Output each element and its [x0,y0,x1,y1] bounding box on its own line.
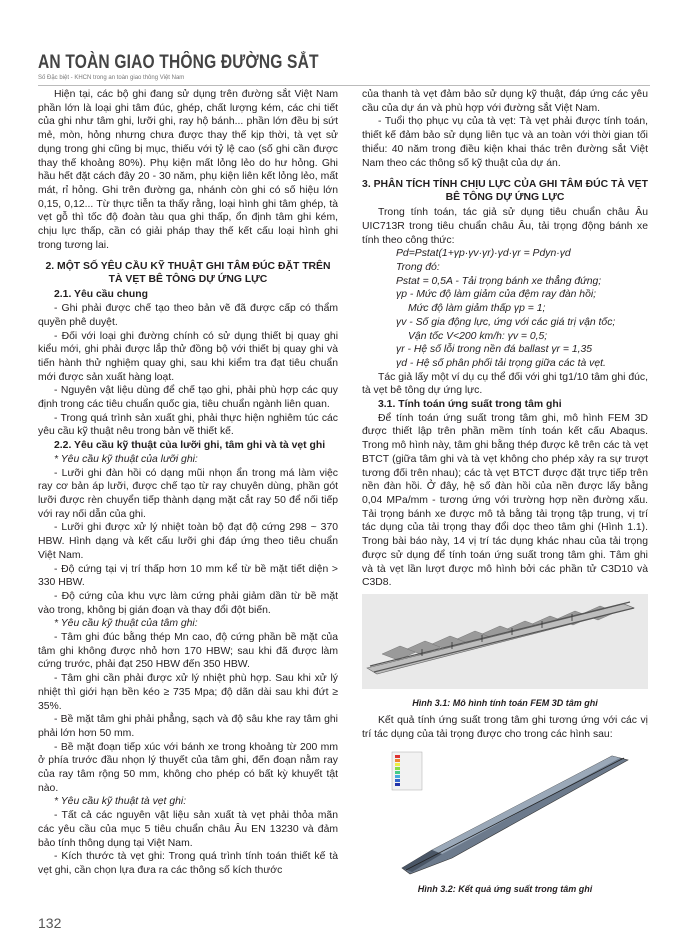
requirement-heading: * Yêu cầu kỹ thuật của tâm ghi: [54,618,198,630]
figure-caption: Hình 3.1: Mô hình tính toán FEM 3D tâm ghi [412,697,598,708]
formula-term: γr - Hệ số lỗi trong nền đá ballast γr = 1,35 [396,344,593,356]
paragraph: - Bề mặt tâm ghi phải phẳng, sạch và độ sâu khe ray tâm ghi phải lớn hơn 50 mm. [38,714,338,739]
paragraph: - Lưỡi ghi đàn hồi có dạng mũi nhọn ẩn trong má làm việc ray cơ bản áp lưỡi, được chế tạo từ ray chuyên dùng, phần gót lưỡi được rèn chuyển tiếp thành dạng mặt cắt ray 50 để nối tiếp với ray nối dẫn của ghi. [38,467,338,520]
paragraph: Hiện tại, các bộ ghi đang sử dụng trên đường sắt Việt Nam phần lớn là loại ghi tâm đúc, ghép, chất lượng kém, các chi tiết của ghi như tâm ghi, lưỡi ghi, ray hộ bánh... phần lớn đều bị sứt mẻ, mòn, hỏng nhưng chưa được thay thế kịp thời, tà vẹt sử dụng trong ghi cũng bị mục, thiếu với tỷ lệ cao (số ghi cần được thay thế khoảng 80%). Phụ kiện mất lỏng lẻo do hư hỏng. Ghi hầu hết đặt cách đây 20 - 30 năm, phụ kiện liên kết lỏng lẻo, mất mát, rỉ hỏng. Ghi trên đường ga, nhánh còn ghi có số hiệu lớn 0,15, 0,12... Từ thực tiễn ta thấy rằng, loại hình ghi tâm ghép, tà vẹt gỗ thì tốc độ đoàn tàu qua ghi thấp, ổn định tâm ghi kém, chịu lực thấp, cần có giải pháp thay thế kết cấu loại hình ghi trong tương lai. [38,89,338,251]
formula-term: γd - Hệ số phân phối tải trọng giữa các tà vẹt. [396,357,606,369]
formula: Pd=Pstat(1+γp·γv·γr)·γd·γr = Pdyn·γd [396,248,571,260]
journal-title: AN TOÀN GIAO THÔNG ĐƯỜNG SẮT [38,52,319,73]
formula-term: Pstat = 0,5A - Tải trọng bánh xe thẳng đứng; [396,275,602,287]
paragraph: Để tính toán ứng suất trong tâm ghi, mô hình FEM 3D được thiết lập trên phần mềm tính toán kết cấu Abaqus. Trong mô hình này, tâm ghi bằng thép được kê trên các tà vẹt BTCT (giữa tâm ghi và tà vẹt không cho phép xảy ra sự trượt tương đối trên nhau); các tà vẹt BTCT được đặt trực tiếp trên nền đàn hồi. Ở đây, hệ số đàn hồi của nền được lấy bằng 0,04 MPa/mm - tương ứng với trường hợp nền đường xấu. Tải trọng bánh xe được mô tả bằng tải trọng tập trung, vị trí tác dụng của tải trọng thay đổi dọc theo tâm ghi (Hình 1.1). Trong bài báo này, 14 vị trí tác dụng khác nhau của tải trọng được sử dụng để tính toán ứng suất trong tâm ghi. Tâm ghi và tà vẹt lần lượt được mô hình bởi các phần tử C3D10 và C3D8. [362,412,648,589]
stress-result-image [362,746,648,876]
page-number: 132 [38,915,62,931]
formula-term: γp - Mức độ làm giảm của đệm ray đàn hồi; [396,289,597,301]
formula-term: Mức độ làm giảm thấp γp = 1; [408,303,546,315]
section-heading: 3. PHÂN TÍCH TÍNH CHỊU LỰC CỦA GHI TÂM ĐÚC TÀ VẸT BÊ TÔNG DỰ ỨNG LỰC [362,179,648,204]
header-rule [38,85,650,86]
paragraph: - Đối với loại ghi đường chính có sử dụng thiết bị quay ghi kiểu mới, ghi phải được lắp thử đồng bộ với thiết bị quay ghi và tiến hành thử nghiệm quay ghi, sau khi kiểm tra đạt tiêu chuẩn mới được sản xuất hàng loạt. [38,330,338,383]
paragraph: - Tuổi thọ phục vụ của tà vẹt: Tà vẹt phải được tính toán, thiết kế đảm bảo sử dụng liên tục và an toàn với thời gian tối thiểu: 40 năm trong điều kiện khai thác trên đường sắt Việt Nam theo các thông số kỹ thuật của dự án. [362,116,648,169]
paragraph: - Kích thước tà vẹt ghi: Trong quá trình tính toán thiết kế tà vẹt ghi, cần chọn lựa đưa ra các thông số kích thước [38,851,338,876]
page-header [38,52,650,81]
figure-caption: Hình 3.2: Kết quả ứng suất trong tâm ghi [417,884,593,895]
paragraph: - Tất cả các nguyên vật liệu sản xuất tà vẹt phải thỏa mãn các yêu cầu của mục 5 tiêu chuẩn châu Âu EN 13230 và đảm bảo tính thông dụng tại Việt Nam. [38,810,338,849]
subsection-heading: 3.1. Tính toán ứng suất trong tâm ghi [378,399,562,411]
figure-stress-result [362,746,648,897]
requirement-heading: * Yêu cầu kỹ thuật tà vẹt ghi: [54,796,187,808]
figure-fem-model [362,594,648,710]
paragraph: Tác giả lấy một ví dụ cụ thể đối với ghi tg1/10 tâm ghi đúc, tà vẹt bê tông dự ứng lực. [362,371,648,397]
paragraph: - Tâm ghi cần phải được xử lý nhiệt phù hợp. Sau khi xử lý nhiệt thì giới hạn bền kéo ≥ 735 Mpa; độ dãn dài sau khi đứt ≥ 35%. [38,673,338,712]
paragraph: Kết quả tính ứng suất trong tâm ghi tương ứng với các vị trí tác dụng của tải trọng được cho trong các hình sau: [362,715,648,741]
paragraph: - Lưỡi ghi được xử lý nhiệt toàn bộ đạt độ cứng 298 ~ 370 HBW. Hình dạng và kết cấu lưỡi ghi đáp ứng theo tiêu chuẩn Việt Nam. [38,522,338,561]
paragraph: - Bề mặt đoạn tiếp xúc với bánh xe trong khoảng từ 200 mm ở phía trước đầu nhọn lý thuyết của tâm ghi, đến đoạn nằm ray của ray tâm rộng 50 mm, không cho phép có bất kỳ khuyết tật nào. [38,741,338,794]
formula-label: Trong đó: [396,262,440,274]
section-heading: 2. MỘT SỐ YÊU CẦU KỸ THUẬT GHI TÂM ĐÚC ĐẶT TRÊN TÀ VẸT BÊ TÔNG DỰ ỨNG LỰC [45,261,331,286]
left-column [38,88,338,878]
subsection-heading: 2.2. Yêu cầu kỹ thuật của lưỡi ghi, tâm ghi và tà vẹt ghi [54,440,326,452]
formula-term: Vận tốc V<200 km/h: γv = 0,5; [408,330,548,342]
paragraph: - Trong quá trình sản xuất ghi, phải thực hiện nghiêm túc các yêu cầu kỹ thuật nêu trong bản vẽ thiết kế. [38,412,338,438]
right-column [362,88,648,901]
formula-term: γv - Số gia động lực, ứng với các giá trị vận tốc; [396,316,616,328]
journal-subtitle: Số Đặc biệt - KHCN trong an toàn giao thông Việt Nam [38,75,185,81]
fem-model-image [362,594,648,689]
paragraph: - Độ cứng của khu vực làm cứng phải giảm dần từ bề mặt vào trong, không bị gián đoạn và thay đổi đột biến. [38,590,338,616]
requirement-heading: * Yêu cầu kỹ thuật của lưỡi ghi: [54,453,198,465]
paragraph: - Độ cứng tại vị trí thấp hơn 10 mm kể từ bề mặt tiết diện > 330 HBW. [38,563,338,589]
paragraph: của thanh tà vẹt đảm bảo sử dụng kỹ thuật, đáp ứng các yêu cầu của dự án và phù hợp với đường sắt Việt Nam. [362,89,648,114]
paragraph: - Tâm ghi đúc bằng thép Mn cao, độ cứng phần bề mặt của tâm ghi không được nhỏ hơn 170 HBW; sau khi đã được làm cứng trước, phải đạt 250 HBW đến 350 HBW. [38,632,338,671]
paragraph: - Nguyên vật liệu dùng để chế tạo ghi, phải phù hợp các quy định trong các tiêu chuẩn quốc gia, tiêu chuẩn ngành liên quan. [38,385,338,411]
paragraph: Trong tính toán, tác giả sử dụng tiêu chuẩn châu Âu UIC713R trong tiêu chuẩn châu Âu, tải trọng động bánh xe tính theo công thức: [362,207,648,246]
subsection-heading: 2.1. Yêu cầu chung [54,289,148,301]
paragraph: - Ghi phải được chế tạo theo bản vẽ đã được cấp có thẩm quyền phê duyệt. [38,303,338,328]
